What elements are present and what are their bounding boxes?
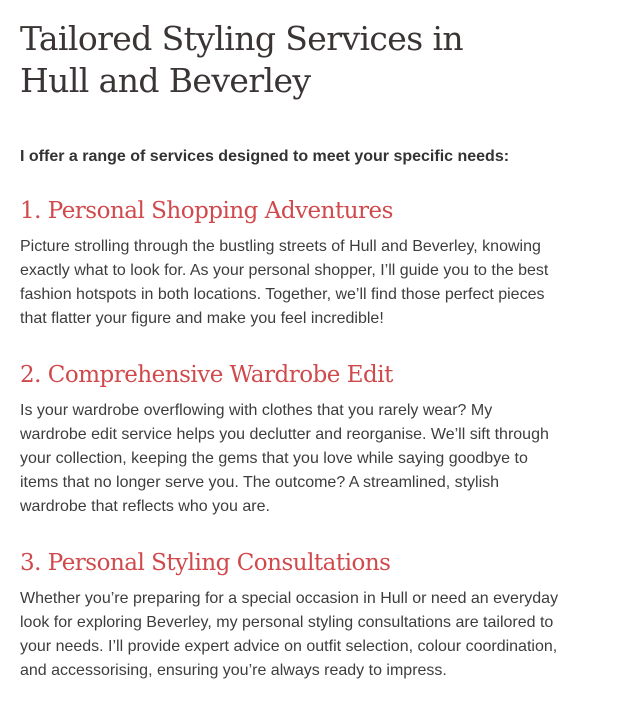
service-section-wardrobe-edit <box>20 360 580 519</box>
service-section-styling-consultations <box>20 548 580 683</box>
service-section-personal-shopping <box>20 196 580 331</box>
service-description: Whether you’re preparing for a special occasion in Hull or need an everyday look for exploring Beverley, my personal styling consultations are tailored to your needs. I’ll provide expert advice on outfit selection, colour coordination, and accessorising, ensuring you’re always ready to impress. <box>20 590 559 679</box>
service-heading: 3. Personal Styling Consultations <box>20 550 391 576</box>
service-description: Picture strolling through the bustling streets of Hull and Beverley, knowing exactly what to look for. As your personal shopper, I’ll guide you to the best fashion hotspots in both locations. Together, we’ll find those perfect pieces that flatter your figure and make you feel incredible! <box>20 238 549 327</box>
service-heading: 2. Comprehensive Wardrobe Edit <box>20 362 393 388</box>
service-description: Is your wardrobe overflowing with clothes that you rarely wear? My wardrobe edit service helps you declutter and reorganise. We’ll sift through your collection, keeping the gems that you love while saying goodbye to items that no longer serve you. The outcome? A streamlined, stylish wardrobe that reflects who you are. <box>20 402 549 515</box>
page-title-line-1: Tailored Styling Services in <box>20 19 464 58</box>
intro-text: I offer a range of services designed to meet your specific needs: <box>20 148 510 165</box>
service-heading: 1. Personal Shopping Adventures <box>20 198 393 224</box>
page-title-line-2: Hull and Beverley <box>20 61 311 100</box>
services-page <box>20 0 580 679</box>
page-title <box>20 0 580 102</box>
